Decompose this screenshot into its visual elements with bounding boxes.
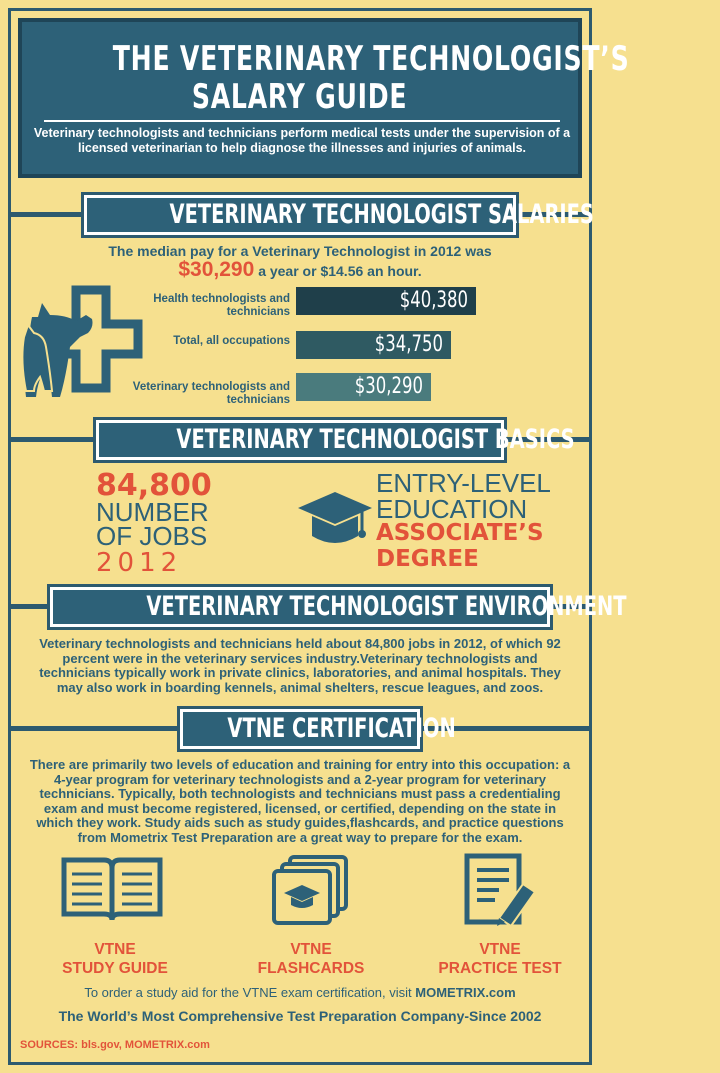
tagline: The World’s Most Comprehensive Test Preparation Company-Since 2002 xyxy=(58,1008,542,1024)
pet-cross-icon xyxy=(18,285,138,410)
median-pay-values xyxy=(0,259,600,282)
bar-label: Total, all occupations xyxy=(173,335,290,347)
salaries-banner: VETERINARY TECHNOLOGIST SALARIES xyxy=(84,195,516,235)
salary-bar-total: $34,750 xyxy=(296,331,451,359)
study-guide-caption: VTNE STUDY GUIDE xyxy=(62,941,168,977)
median-annual: $30,290 xyxy=(178,258,255,281)
order-line: To order a study aid for the VTNE exam certification, visit MOMETRIX.com xyxy=(84,985,516,1000)
median-mid: a year or xyxy=(258,263,317,279)
jobs-label: NUMBER OF JOBS xyxy=(96,497,209,551)
certification-banner: VTNE CERTIFICATION xyxy=(180,709,420,749)
education-value: ASSOCIATE’S DEGREE xyxy=(376,520,544,572)
education-label: ENTRY-LEVEL EDUCATION xyxy=(376,468,551,524)
median-pay-line: The median pay for a Veterinary Technologist in 2012 was xyxy=(108,243,492,259)
page-title: THE VETERINARY TECHNOLOGIST’S SALARY GUIDE xyxy=(112,39,630,117)
environment-text: Veterinary technologists and technicians held about 84,800 jobs in 2012, of which 92 percent were in the veterinary services industry.Veterinary technologists and technicians typically work in private clinics, laboratories, and animal hospitals. They may also work in boarding kennels, animal shelters, rescue leagues, and zoos. xyxy=(39,636,561,695)
header-subtitle: Veterinary technologists and technicians perform medical tests under the supervision of a licensed veterinarian to help diagnose the illnesses and injuries of animals. xyxy=(33,126,571,155)
header-divider xyxy=(44,120,560,122)
flashcards-icon xyxy=(272,855,352,927)
practice-test-caption: VTNE PRACTICE TEST xyxy=(438,941,562,977)
bar-label: Veterinary technologists and technicians xyxy=(132,381,290,406)
graduation-cap-icon xyxy=(296,490,374,552)
certification-text: There are primarily two levels of education and training for entry into this occupation: a 4-year program for veterinary technologists and a 2-year program for veterinary technicians. Typically, both technologists and technicians must pass a credentialing exam and must become registered, licensed, or certified, depending on the state in which they work. Study aids such as study guides,flashcards, and practice questions from Mometrix Test Preparation are a great way to prepare for the exam. xyxy=(29,757,571,845)
open-book-icon xyxy=(60,852,164,924)
header-panel xyxy=(18,18,630,178)
jobs-year: 2012 xyxy=(96,548,183,578)
mometrix-link[interactable]: MOMETRIX.com xyxy=(415,985,516,1000)
environment-banner: VETERINARY TECHNOLOGIST ENVIRONMENT xyxy=(50,587,550,627)
jobs-number: 84,800 xyxy=(96,468,212,503)
bar-label: Health technologists and technicians xyxy=(153,293,290,318)
salary-bar-health: $40,380 xyxy=(296,287,476,315)
basics-banner: VETERINARY TECHNOLOGIST BASICS xyxy=(96,420,504,460)
sources: SOURCES: bls.gov, MOMETRIX.com xyxy=(20,1039,210,1051)
median-end: an hour. xyxy=(367,263,422,279)
salary-bar-vet: $30,290 xyxy=(296,373,431,401)
median-hourly: $14.56 xyxy=(320,263,364,279)
flashcards-caption: VTNE FLASHCARDS xyxy=(257,941,365,977)
practice-test-icon xyxy=(463,852,541,928)
